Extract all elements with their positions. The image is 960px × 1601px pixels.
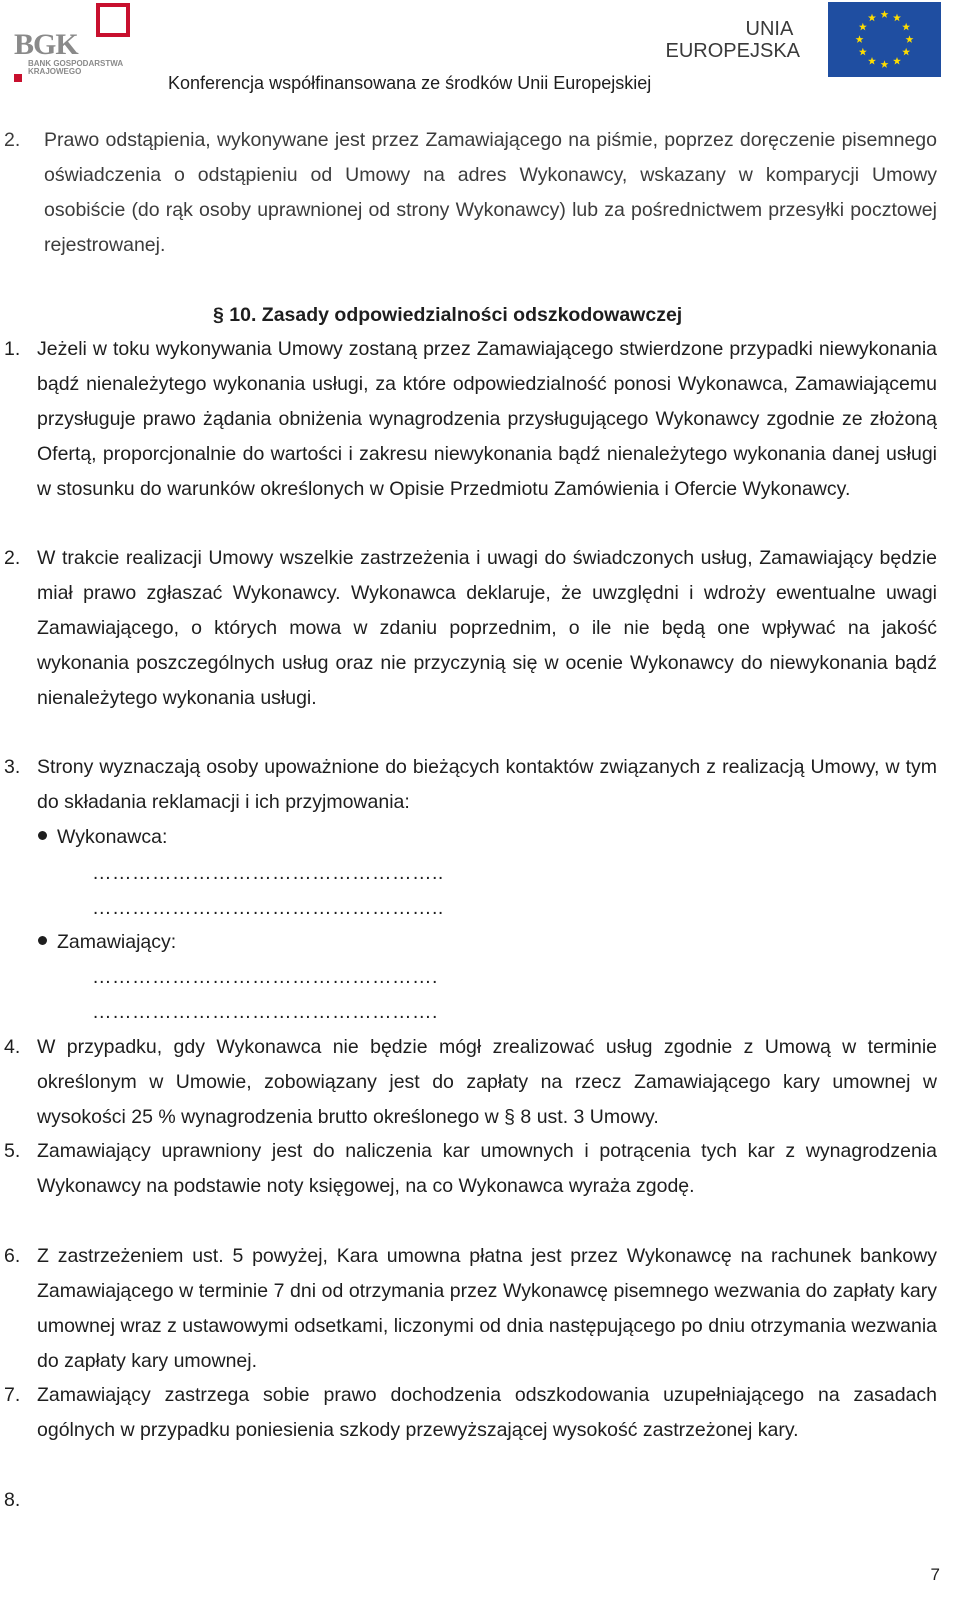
prev-item-text: Prawo odstąpienia, wykonywane jest przez Zamawiającego na piśmie, poprzez doręczenie pisemnego oświadczenia o odstąpieniu od Umowy na adres Wykonawcy, wskazany w komparycji Umowy osobiście (do rąk osoby uprawnionej od strony Wykonawcy) lub za pośrednictwem przesyłki pocztowej rejestrowanej. <box>44 129 937 256</box>
bgk-red-square-icon <box>14 74 22 82</box>
contact-placeholder-line: ……………………………………………. <box>92 966 438 988</box>
bgk-name: BGK <box>14 28 78 61</box>
item-number: 6. <box>4 1245 21 1267</box>
item-text: Zamawiający zastrzega sobie prawo dochodzenia odszkodowania uzupełniającego na zasadach ogólnych w przypadku poniesienia szkody przewyższającej wysokość zastrzeżonej kary. <box>37 1384 937 1441</box>
item-number: 2. <box>4 547 21 569</box>
item-number: 1. <box>4 338 21 360</box>
bullet-icon <box>38 936 47 945</box>
item-text: W trakcie realizacji Umowy wszelkie zastrzeżenia i uwagi do świadczonych usług, Zamawiający będzie miał prawo zgłaszać Wykonawcy. Wykonawca deklaruje, że uwzględni i wdroży ewentualne uwagi Zamawiającego, o których mowa w zdaniu poprzednim, o ile nie będą one wpływać na jakość wykonania poszczególnych usług oraz nie przyczynią się w ocenie Wykonawcy do niewykonania bądź nienależytego wykonania usługi. <box>37 547 937 709</box>
eu-label-line2: EUROPEJSKA <box>665 40 800 62</box>
item-text: Z zastrzeżeniem ust. 5 powyżej, Kara umowna płatna jest przez Wykonawcę na rachunek bankowy Zamawiającego w terminie 7 dni od otrzymania przez Wykonawcę pisemnego wezwania do zapłaty kary umownej wraz z ustawowymi odsetkami, liczonymi od dnia następującego po dniu otrzymania wezwania do zapłaty kary umownej. <box>37 1245 937 1372</box>
contact-label: Wykonawca: <box>57 826 168 848</box>
item-number: 5. <box>4 1140 21 1162</box>
header-caption: Konferencja współfinansowana ze środków Unii Europejskiej <box>168 73 652 93</box>
section-title: § 10. Zasady odpowiedzialności odszkodowawczej <box>213 304 683 326</box>
bgk-logo <box>14 0 134 82</box>
item-number: 7. <box>4 1384 21 1406</box>
page-number: 7 <box>930 1565 940 1584</box>
contact-placeholder-line: ……………………………………………. <box>92 1001 438 1023</box>
prev-item-number: 2. <box>4 129 21 151</box>
contact-placeholder-line: …………………………………………….. <box>92 862 444 884</box>
contact-placeholder-line: …………………………………………….. <box>92 897 444 919</box>
bullet-icon <box>38 831 47 840</box>
contact-wykonawca <box>38 820 167 855</box>
eu-label <box>666 18 800 62</box>
contact-label: Zamawiający: <box>57 931 177 953</box>
bgk-subtitle: BANK GOSPODARSTWA KRAJOWEGO <box>28 59 123 76</box>
item-text: W przypadku, gdy Wykonawca nie będzie mógł zrealizować usług zgodnie z Umową w terminie określonym w Umowie, zobowiązany jest do zapłaty na rzecz Zamawiającego kary umownej w wysokości 25 % wynagrodzenia brutto określonego w § 8 ust. 3 Umowy. <box>37 1036 937 1128</box>
item-text: Strony wyznaczają osoby upoważnione do bieżących kontaktów związanych z realizacją Umowy, w tym do składania reklamacji i ich przyjmowania: <box>37 756 937 813</box>
item-text: Zamawiający uprawniony jest do naliczenia kar umownych i potrącenia tych kar z wynagrodzenia Wykonawcy na podstawie noty księgowej, na co Wykonawca wyraża zgodę. <box>37 1140 937 1197</box>
item-number: 3. <box>4 756 21 778</box>
eu-label-line1: UNIA <box>745 18 794 40</box>
contact-zamawiajacy <box>38 925 176 960</box>
item-number: 4. <box>4 1036 21 1058</box>
bgk-mark-icon <box>96 3 130 37</box>
item-number: 8. <box>4 1489 21 1511</box>
item-text: Jeżeli w toku wykonywania Umowy zostaną przez Zamawiającego stwierdzone przypadki niewykonania bądź nienależytego wykonania usługi, za które odpowiedzialność ponosi Wykonawca, Zamawiającemu przysługuje prawo żądania obniżenia wynagrodzenia przysługującego Wykonawcy zgodnie ze złożoną Ofertą, proporcjonalnie do wartości i zakresu niewykonania bądź nienależytego wykonania danej usługi w stosunku do warunków określonych w Opisie Przedmiotu Zamówienia i Ofercie Wykonawcy. <box>37 338 937 500</box>
eu-flag-icon <box>828 2 941 77</box>
